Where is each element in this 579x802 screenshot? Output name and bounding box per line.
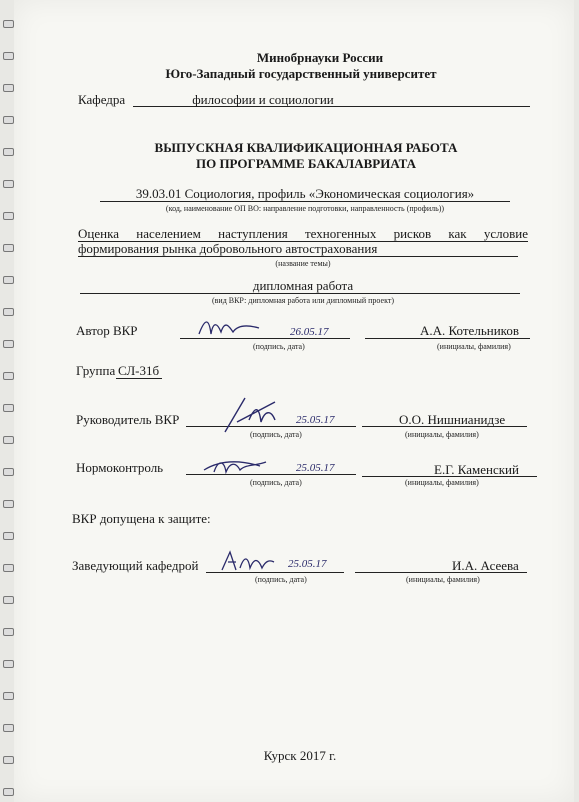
university-name: Юго-Западный государственный университет [165, 66, 437, 81]
author-name-caption: (инициалы, фамилия) [437, 342, 511, 351]
binding-hole [3, 20, 14, 28]
work-type-caption: (вид ВКР: дипломная работа или дипломный проект) [211, 296, 395, 305]
normcontrol-signature-caption: (подпись, дата) [250, 478, 302, 487]
author-signature-caption: (подпись, дата) [253, 342, 305, 351]
direction-caption: (код, наименование ОП ВО: направление подготовки, направленность (профиль)) [165, 204, 445, 213]
topic-line2-underline [78, 256, 518, 257]
head-name: И.А. Асеева [452, 558, 519, 573]
normcontrol-name-line [362, 476, 537, 477]
binding-hole [3, 84, 14, 92]
binding-hole [3, 372, 14, 380]
author-name: А.А. Котельников [420, 323, 519, 338]
author-name-line [365, 338, 530, 339]
supervisor-date: 25.05.17 [296, 414, 335, 426]
direction-value: 39.03.01 Социология, профиль «Экономическая социология» [135, 186, 475, 201]
binding-holes [0, 0, 14, 802]
binding-hole [3, 692, 14, 700]
binding-hole [3, 436, 14, 444]
binding-hole [3, 276, 14, 284]
binding-hole [3, 724, 14, 732]
normcontrol-date: 25.05.17 [296, 462, 335, 474]
topic-line1: Оценка населением наступления техногенных рисков как условие [78, 226, 528, 241]
head-signature [218, 546, 278, 576]
work-type-value: дипломная работа [252, 278, 354, 293]
work-title-line1: ВЫПУСКНАЯ КВАЛИФИКАЦИОННАЯ РАБОТА [154, 140, 458, 155]
head-date: 25.05.17 [288, 558, 327, 570]
binding-hole [3, 180, 14, 188]
binding-hole [3, 500, 14, 508]
admission-text: ВКР допущена к защите: [72, 511, 211, 526]
normcontrol-name-caption: (инициалы, фамилия) [405, 478, 479, 487]
binding-hole [3, 116, 14, 124]
supervisor-signature-caption: (подпись, дата) [250, 430, 302, 439]
binding-hole [3, 244, 14, 252]
binding-hole [3, 404, 14, 412]
supervisor-name-line [362, 426, 527, 427]
head-name-caption: (инициалы, фамилия) [406, 575, 480, 584]
head-signature-caption: (подпись, дата) [255, 575, 307, 584]
author-date: 26.05.17 [290, 326, 329, 338]
binding-hole [3, 308, 14, 316]
normcontrol-name: Е.Г. Каменский [434, 462, 519, 477]
work-type-line [80, 293, 520, 294]
work-title-line2: ПО ПРОГРАММЕ БАКАЛАВРИАТА [195, 156, 417, 171]
author-signature [195, 312, 275, 342]
group-label: Группа [76, 363, 116, 378]
author-label: Автор ВКР [76, 323, 138, 338]
binding-hole [3, 340, 14, 348]
binding-hole [3, 596, 14, 604]
binding-hole [3, 628, 14, 636]
supervisor-name-caption: (инициалы, фамилия) [405, 430, 479, 439]
group-value: СЛ-31б [118, 363, 160, 378]
binding-hole [3, 212, 14, 220]
normcontrol-signature [200, 452, 280, 480]
topic-caption: (название темы) [275, 259, 331, 268]
group-line [116, 378, 162, 379]
supervisor-label: Руководитель ВКР [76, 412, 180, 427]
binding-hole [3, 564, 14, 572]
binding-hole [3, 660, 14, 668]
topic-line2: формирования рынка добровольного автострахования [78, 241, 378, 256]
supervisor-name: О.О. Нишнианидзе [399, 412, 506, 427]
normcontrol-label: Нормоконтроль [76, 460, 164, 475]
binding-hole [3, 468, 14, 476]
department-value: философии и социологии [192, 92, 334, 107]
head-name-line [355, 572, 527, 573]
city-year: Курск 2017 г. [263, 748, 337, 763]
ministry-name: Минобрнауки России [256, 50, 384, 65]
binding-hole [3, 532, 14, 540]
department-label: Кафедра [78, 92, 126, 107]
direction-line [100, 201, 510, 202]
head-label: Заведующий кафедрой [72, 558, 199, 573]
binding-hole [3, 788, 14, 796]
